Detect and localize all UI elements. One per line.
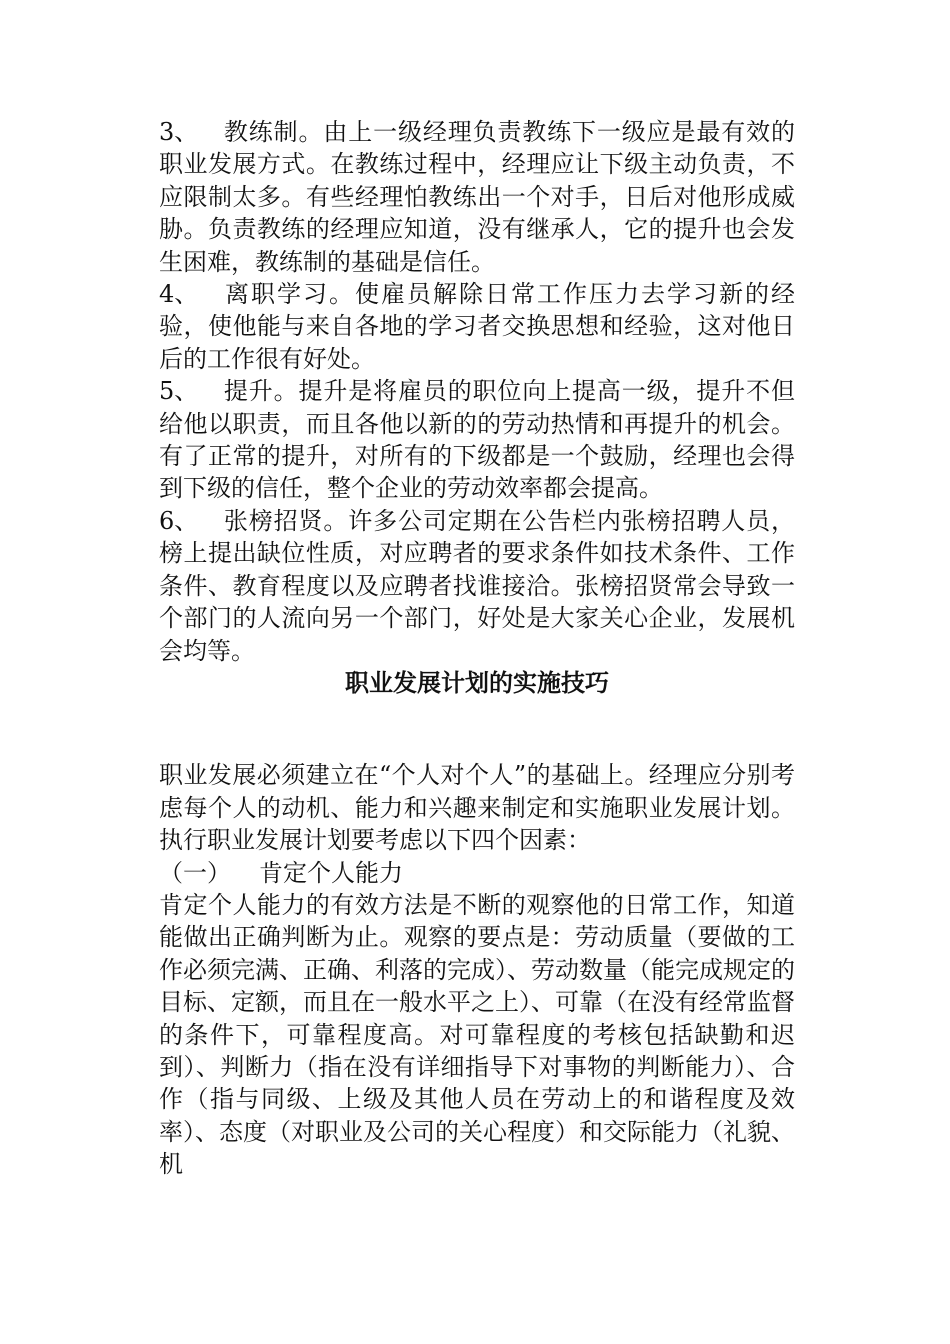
list-item-5 xyxy=(159,375,795,505)
body-paragraph: 肯定个人能力的有效方法是不断的观察他的日常工作，知道能做出正确判断为止。观察的要点是：劳动质量（要做的工作必须完满、正确、利落的完成）、劳动数量（能完成规定的目标、定额，而且在一般水平之上）、可靠（在没有经常监督的条件下，可靠程度高。对可靠程度的考核包括缺勤和迟到）、判断力（指在没有详细指导下对事物的判断能力）、合作（指与同级、上级及其他人员在劳动上的和谐程度及效率）、态度（对职业及公司的关心程度）和交际能力（礼貌、机 xyxy=(159,890,795,1179)
list-item-number: 3、 xyxy=(159,118,199,146)
list-item-number: 4、 xyxy=(159,280,199,309)
list-item-4 xyxy=(159,278,795,375)
section-spacer xyxy=(159,699,795,759)
list-item-number: 5、 xyxy=(159,377,199,406)
document-content xyxy=(159,116,795,1179)
subsection-number: （一） xyxy=(159,858,231,887)
intro-paragraph: 职业发展必须建立在“个人对个人”的基础上。经理应分别考虑每个人的动机、能力和兴趣来制定和实施职业发展计划。执行职业发展计划要考虑以下四个因素： xyxy=(159,761,795,855)
list-item-text: 张榜招贤。许多公司定期在公告栏内张榜招聘人员，榜上提出缺位性质，对应聘者的要求条件如技术条件、工作条件、教育程度以及应聘者找谁接洽。张榜招贤常会导致一个部门的人流向另一个部门，好处是大家关心企业，发展机会均等。 xyxy=(159,506,795,665)
subsection-title-line xyxy=(159,857,795,889)
list-item-6 xyxy=(159,505,795,667)
list-item-number: 6、 xyxy=(159,506,199,535)
list-item-text: 离职学习。使雇员解除日常工作压力去学习新的经验，使他能与来自各地的学习者交换思想和经验，这对他日后的工作很有好处。 xyxy=(159,280,795,373)
list-item-text: 教练制。由上一级经理负责教练下一级应是最有效的职业发展方式。在教练过程中，经理应让下级主动负责，不应限制太多。有些经理怕教练出一个对手，日后对他形成威胁。负责教练的经理应知道，没有继承人，它的提升也会发生困难，教练制的基础是信任。 xyxy=(159,118,795,276)
section-heading: 职业发展计划的实施技巧 xyxy=(345,668,609,697)
subsection-title: 肯定个人能力 xyxy=(259,858,403,887)
list-item-3 xyxy=(159,116,795,278)
list-item-text: 提升。提升是将雇员的职位向上提高一级，提升不但给他以职责，而且各他以新的的劳动热情和再提升的机会。有了正常的提升，对所有的下级都是一个鼓励，经理也会得到下级的信任，整个企业的劳动效率都会提高。 xyxy=(159,377,795,503)
